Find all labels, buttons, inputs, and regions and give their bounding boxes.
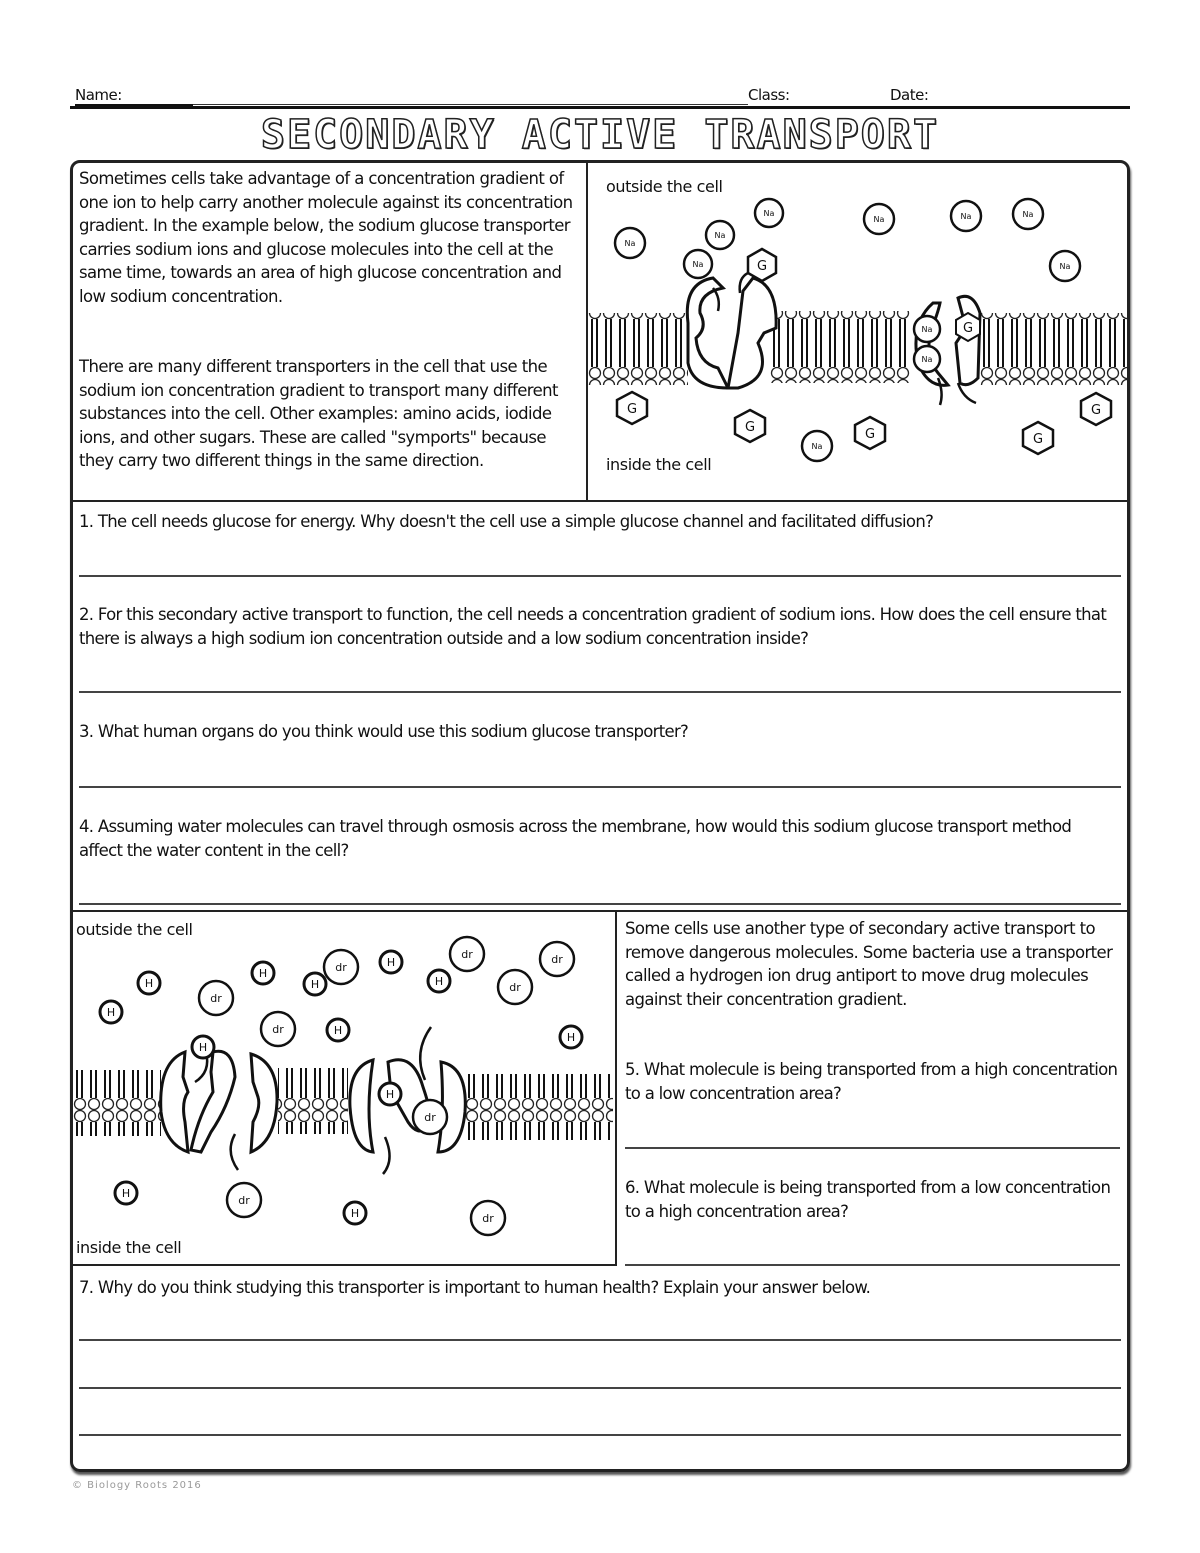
svg-text:H: H bbox=[258, 967, 268, 980]
svg-text:dr: dr bbox=[482, 1212, 494, 1225]
question-5-number: 5. bbox=[625, 1060, 640, 1079]
divider bbox=[73, 500, 1127, 502]
svg-text:H: H bbox=[385, 1088, 395, 1101]
intro-paragraph-1: Sometimes cells take advantage of a concentration gradient of one ion to help carry another molecule against its concentration gradient. In the example below, the sodium glucose transporter carries sodium ions and glucose molecules into the cell at the same time, towards an area of high glucose concentration and low sodium concentration. bbox=[79, 169, 573, 306]
svg-text:G: G bbox=[626, 402, 638, 417]
question-5 bbox=[625, 1058, 1120, 1105]
svg-text:H: H bbox=[386, 956, 396, 969]
svg-text:Na: Na bbox=[921, 355, 933, 364]
class-label: Class: bbox=[748, 86, 790, 104]
answer-line-q3[interactable] bbox=[79, 786, 1121, 788]
svg-text:G: G bbox=[744, 420, 756, 435]
question-6-text: What molecule is being transported from a low concentration to a high concentration area? bbox=[625, 1178, 1111, 1221]
svg-text:H: H bbox=[310, 978, 320, 991]
svg-text:dr: dr bbox=[210, 992, 222, 1005]
answer-line-q2[interactable] bbox=[79, 691, 1121, 693]
page-title: SECONDARY ACTIVE TRANSPORT bbox=[260, 112, 940, 158]
question-4-text: Assuming water molecules can travel through osmosis across the membrane, how would this sodium glucose transport method affect the water content in the cell? bbox=[79, 817, 1072, 860]
svg-text:dr: dr bbox=[551, 953, 563, 966]
svg-text:H: H bbox=[121, 1187, 131, 1200]
question-2-number: 2. bbox=[79, 605, 94, 624]
svg-text:G: G bbox=[1032, 432, 1044, 447]
question-7 bbox=[79, 1276, 1119, 1300]
intro-text-box bbox=[73, 163, 588, 500]
question-1-text: The cell needs glucose for energy. Why doesn't the cell use a simple glucose channel and facilitated diffusion? bbox=[97, 512, 934, 531]
answer-line-q5[interactable] bbox=[625, 1147, 1120, 1149]
svg-text:H: H bbox=[350, 1207, 360, 1220]
svg-text:G: G bbox=[1090, 403, 1102, 418]
svg-text:H: H bbox=[333, 1024, 343, 1037]
copyright-footer: © Biology Roots 2016 bbox=[72, 1480, 202, 1491]
header-rule bbox=[70, 106, 1130, 109]
svg-text:dr: dr bbox=[461, 948, 473, 961]
symport-membrane-illustration bbox=[588, 163, 1127, 500]
svg-text:Na: Na bbox=[714, 231, 726, 240]
svg-text:Na: Na bbox=[763, 209, 775, 218]
diagram1-inside-label: inside the cell bbox=[606, 455, 712, 474]
svg-text:Na: Na bbox=[624, 239, 636, 248]
svg-text:Na: Na bbox=[921, 325, 933, 334]
svg-text:Na: Na bbox=[960, 212, 972, 221]
answer-line-q7-1[interactable] bbox=[79, 1339, 1121, 1341]
svg-text:dr: dr bbox=[335, 961, 347, 974]
question-5-text: What molecule is being transported from a high concentration to a low concentration area? bbox=[625, 1060, 1118, 1103]
svg-text:Na: Na bbox=[1059, 262, 1071, 271]
question-4-number: 4. bbox=[79, 817, 94, 836]
intro-paragraph-2: There are many different transporters in the cell that use the sodium ion concentration gradient to transport many different substances into the cell. Other examples: amino acids, iodide ions, and other sugars. These are called "symports" because they carry two different things in the same direction. bbox=[79, 357, 558, 470]
question-3-text: What human organs do you think would use this sodium glucose transporter? bbox=[97, 722, 689, 741]
svg-text:G: G bbox=[864, 427, 876, 442]
svg-text:H: H bbox=[434, 975, 444, 988]
answer-line-q7-3[interactable] bbox=[79, 1434, 1121, 1436]
svg-text:Na: Na bbox=[1022, 210, 1034, 219]
svg-text:dr: dr bbox=[424, 1111, 436, 1124]
question-1 bbox=[79, 510, 1119, 534]
svg-text:G: G bbox=[756, 259, 768, 274]
antiport-diagram bbox=[73, 912, 617, 1266]
answer-line-q7-2[interactable] bbox=[79, 1387, 1121, 1389]
diagram1-outside-label: outside the cell bbox=[606, 177, 723, 196]
svg-text:Na: Na bbox=[873, 215, 885, 224]
svg-text:dr: dr bbox=[238, 1194, 250, 1207]
diagram2-inside-label: inside the cell bbox=[76, 1238, 182, 1257]
antiport-membrane-illustration bbox=[73, 912, 615, 1264]
question-6 bbox=[625, 1176, 1120, 1223]
question-1-number: 1. bbox=[79, 512, 94, 531]
date-label: Date: bbox=[890, 86, 929, 104]
answer-line-q1[interactable] bbox=[79, 575, 1121, 577]
question-7-text: Why do you think studying this transporter is important to human health? Explain your answer below. bbox=[93, 1278, 871, 1297]
diagram2-outside-label: outside the cell bbox=[76, 920, 193, 939]
question-4 bbox=[79, 815, 1079, 862]
svg-text:dr: dr bbox=[272, 1023, 284, 1036]
svg-text:Na: Na bbox=[811, 442, 823, 451]
svg-text:H: H bbox=[566, 1031, 576, 1044]
answer-line-q4[interactable] bbox=[79, 903, 1121, 905]
question-3 bbox=[79, 720, 1119, 744]
question-6-number: 6. bbox=[625, 1178, 640, 1197]
question-7-number: 7. bbox=[79, 1278, 94, 1297]
symport-diagram bbox=[588, 163, 1127, 500]
svg-text:dr: dr bbox=[509, 981, 521, 994]
question-3-number: 3. bbox=[79, 722, 94, 741]
question-2-text: For this secondary active transport to function, the cell needs a concentration gradient of sodium ions. How does the cell ensure that there is always a high sodium ion concentration outside and a low sodium concentration inside? bbox=[79, 605, 1107, 648]
question-2 bbox=[79, 603, 1119, 650]
svg-text:H: H bbox=[106, 1006, 116, 1019]
svg-text:H: H bbox=[198, 1041, 208, 1054]
svg-text:G: G bbox=[962, 321, 974, 336]
name-field[interactable] bbox=[193, 104, 748, 105]
svg-text:H: H bbox=[144, 977, 154, 990]
name-label: Name: bbox=[75, 86, 122, 104]
antiport-intro-paragraph: Some cells use another type of secondary active transport to remove dangerous molecules. Some bacteria use a transporter called a hydrogen ion drug antiport to move drug molecules against their concentration gradient. bbox=[625, 919, 1113, 1009]
svg-text:Na: Na bbox=[692, 260, 704, 269]
answer-line-q6[interactable] bbox=[625, 1264, 1120, 1266]
